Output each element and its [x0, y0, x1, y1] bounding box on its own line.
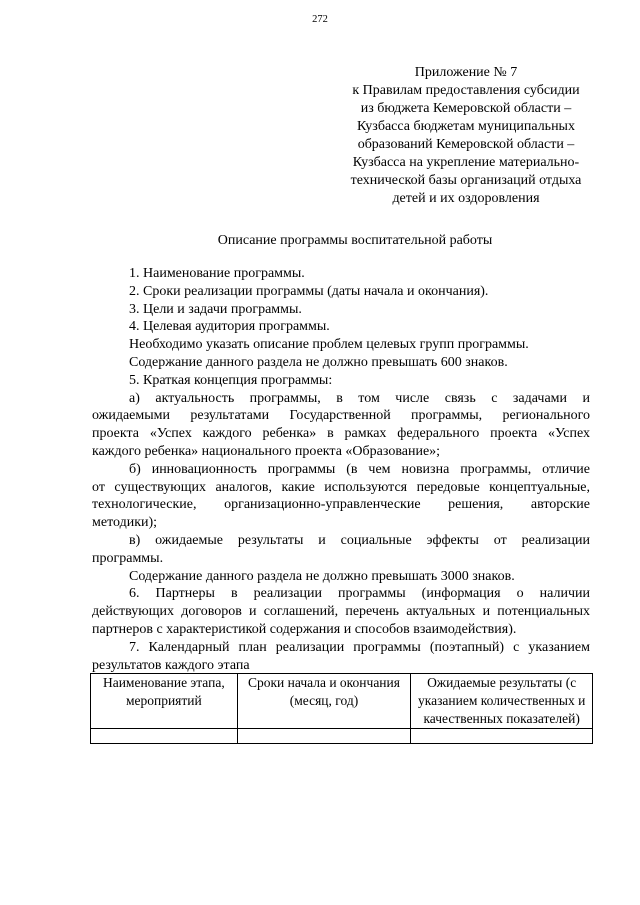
appendix-line: образований Кемеровской области – — [357, 137, 575, 152]
body-line: программы. — [92, 550, 164, 566]
body-line: 4. Целевая аудитория программы. — [129, 319, 330, 335]
appendix-line: технической базы организаций отдыха — [350, 173, 582, 188]
body-line: Содержание данного раздела не должно превышать 600 знаков. — [129, 354, 508, 370]
body-line: 5. Краткая концепция программы: — [129, 372, 333, 388]
appendix-header — [322, 64, 610, 208]
body-line: Содержание данного раздела не должно превышать 3000 знаков. — [129, 568, 515, 584]
appendix-line: Кузбасса бюджетам муниципальных — [357, 119, 575, 134]
body-line: технологические, организационно-управленческие решения, авторские — [92, 497, 590, 513]
body-line: каждого ребенка» национального проекта «Образование»; — [92, 443, 441, 459]
body-line: 3. Цели и задачи программы. — [129, 301, 302, 317]
body-line: методики); — [92, 515, 158, 531]
body-line: 2. Сроки реализации программы (даты начала и окончания). — [129, 283, 489, 299]
body-line: а) актуальность программы, в том числе связь с задачами и — [129, 390, 590, 406]
appendix-line: детей и их оздоровления — [392, 191, 540, 206]
table-header-row — [91, 674, 593, 729]
table-cell — [237, 729, 411, 744]
body-line: в) ожидаемые результаты и социальные эффекты от реализации — [129, 532, 590, 548]
appendix-line: Приложение № 7 — [414, 65, 518, 80]
table-header-cell: Сроки начала и окончания (месяц, год) — [237, 674, 411, 729]
body-line: от существующих аналогов, какие используются передовые концептуальные, — [92, 479, 590, 495]
body-line: 6. Партнеры в реализации программы (информация о наличии — [129, 586, 590, 602]
body-line: 1. Наименование программы. — [129, 266, 305, 281]
body-line: 7. Календарный план реализации программы (поэтапный) с указанием — [129, 639, 590, 655]
body-line: ожидаемыми результатами Государственной программы, регионального — [92, 408, 590, 424]
body-line: действующих договоров и соглашений, перечень актуальных и потенциальных — [92, 604, 590, 620]
body-line: партнеров с характеристикой содержания и способов взаимодействия). — [92, 621, 517, 637]
table-header-cell: Наименование этапа, мероприятий — [91, 674, 238, 729]
table-row — [91, 729, 593, 744]
document-title: Описание программы воспитательной работы — [217, 233, 493, 248]
body-line: б) инновационность программы (в чем новизна программы, отличие — [129, 461, 590, 477]
appendix-line: Кузбасса на укрепление материально- — [352, 155, 580, 170]
body-line: Необходимо указать описание проблем целевых групп программы. — [129, 337, 529, 353]
body-line: результатов каждого этапа — [92, 657, 250, 673]
appendix-line: к Правилам предоставления субсидии — [352, 83, 580, 98]
plan-table — [90, 673, 593, 744]
table-cell — [91, 729, 238, 744]
appendix-line: из бюджета Кемеровской области – — [360, 101, 572, 116]
page-number: 272 — [312, 14, 328, 25]
body-line: проекта «Успех каждого ребенка» в рамках федерального проекта «Успех — [92, 426, 590, 442]
table-cell — [411, 729, 593, 744]
document-body — [92, 265, 590, 674]
table-header-cell: Ожидаемые результаты (с указанием количественных и качественных показателей) — [411, 674, 593, 729]
